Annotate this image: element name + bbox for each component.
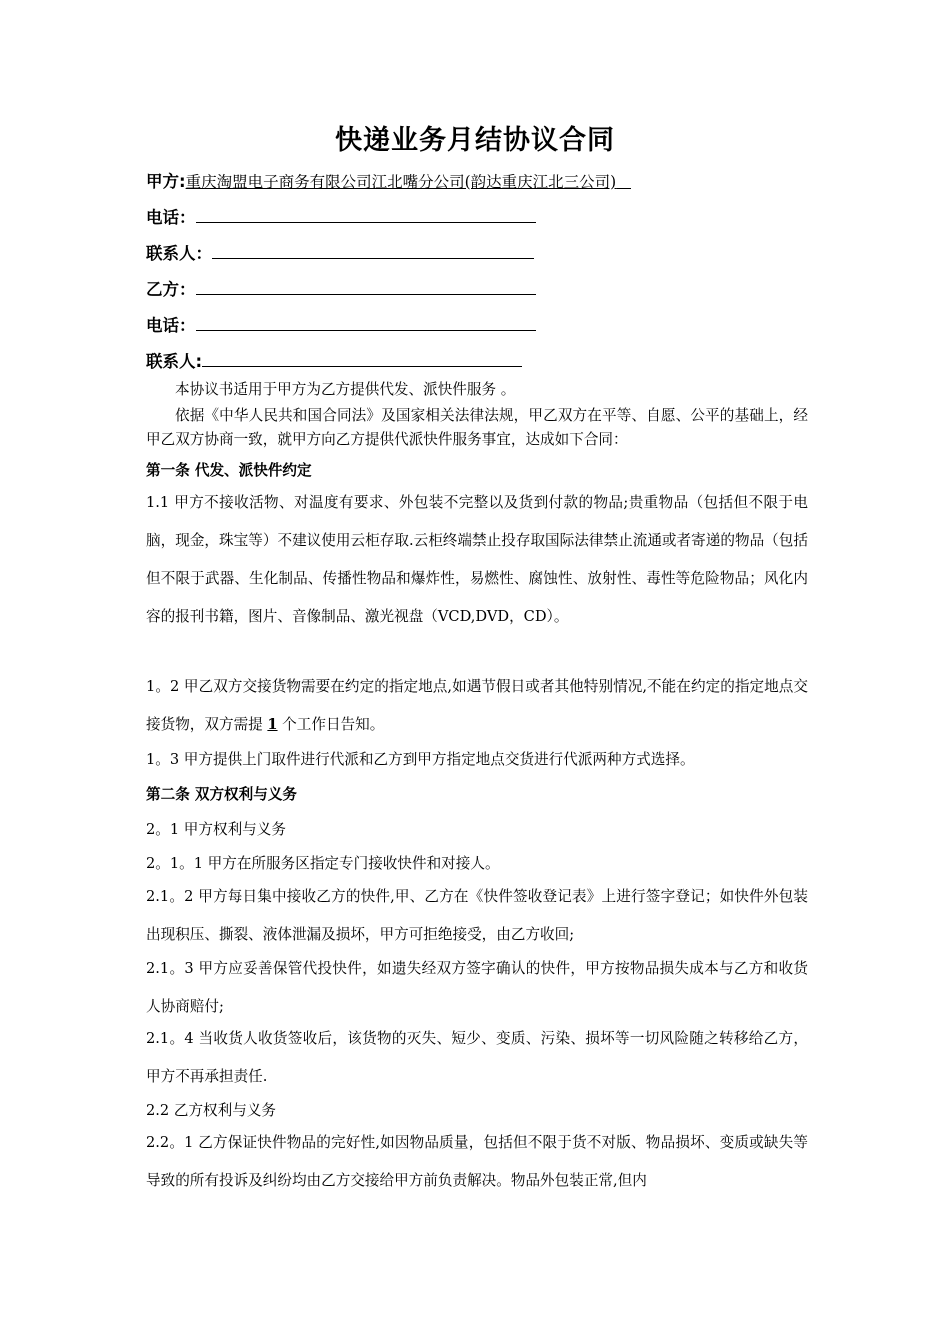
party-b-phone-blank [196, 314, 536, 331]
party-b-phone-label: 电话： [146, 316, 196, 335]
party-b-phone-line [146, 312, 536, 336]
article-2-heading: 第二条 双方权利与义务 [146, 786, 298, 803]
clause-1-2-days: 1 [267, 716, 278, 733]
section-2-2: 2.2 乙方权利与义务 [146, 1102, 277, 1119]
party-b-contact-label: 联系人: [146, 352, 203, 371]
clause-2-1-3: 2.1。3 甲方应妥善保管代投快件，如遗失经双方签字确认的快件，甲方按物品损失成本与乙方和收货人协商赔付; [146, 960, 808, 1015]
clause-1-2-text-b: 个工作日告知。 [277, 716, 385, 733]
party-a-phone-label: 电话： [146, 208, 196, 227]
clause-1-1: 1.1 甲方不接收活物、对温度有要求、外包装不完整以及货到付款的物品;贵重物品（包括但不限于电脑，现金，珠宝等）不建议使用云柜存取.云柜终端禁止投存取国际法律禁止流通或者寄递的物品（包括但不限于武器、生化制品、传播性物品和爆炸性，易燃性、腐蚀性、放射性、毒性等危险物品；风化内容的报刊书籍，图片、音像制品、激光视盘（VCD,DVD，CD）。 [146, 494, 808, 625]
clause-2-1-1: 2。1。1 甲方在所服务区指定专门接收快件和对接人。 [146, 855, 500, 872]
intro-paragraph-2: 依据《中华人民共和国合同法》及国家相关法律法规，甲乙双方在平等、自愿、公平的基础上，经甲乙双方协商一致，就甲方向乙方提供代派快件服务事宜，达成如下合同： [146, 407, 808, 448]
party-a-phone-line [146, 204, 536, 228]
party-a-phone-blank [196, 206, 536, 223]
party-b-label: 乙方： [146, 280, 196, 299]
party-a-contact-line [146, 240, 534, 264]
clause-1-3: 1。3 甲方提供上门取件进行代派和乙方到甲方指定地点交货进行代派两种方式选择。 [146, 751, 695, 768]
clause-1-2 [146, 668, 808, 744]
party-b-contact-line [146, 348, 522, 372]
party-a-value: 重庆淘盟电子商务有限公司江北嘴分公司(韵达重庆江北三公司) [185, 173, 617, 191]
intro-paragraph-1: 本协议书适用于甲方为乙方提供代发、派快件服务 。 [175, 381, 516, 398]
clause-1-2-text-a: 1。2 甲乙双方交接货物需要在约定的指定地点,如遇节假日或者其他特别情况,不能在约定的指定地点交接货物，双方需提 [146, 678, 808, 733]
article-1-heading: 第一条 代发、派快件约定 [146, 462, 312, 479]
party-a-contact-blank [212, 242, 534, 259]
party-b-contact-blank [202, 350, 522, 367]
party-a-line [146, 168, 631, 192]
party-a-contact-label: 联系人： [146, 244, 212, 263]
clause-2-1-4: 2.1。4 当收货人收货签收后，该货物的灭失、短少、变质、污染、损坏等一切风险随之转移给乙方，甲方不再承担责任. [146, 1030, 808, 1085]
party-a-label: 甲方: [146, 172, 186, 191]
clause-2-1-2: 2.1。2 甲方每日集中接收乙方的快件,甲、乙方在《快件签收登记表》上进行签字登记；如快件外包装出现积压、撕裂、液体泄漏及损坏，甲方可拒绝接受，由乙方收回; [146, 888, 808, 943]
document-title: 快递业务月结协议合同 [335, 125, 615, 156]
party-b-blank [196, 278, 536, 295]
section-2-1: 2。1 甲方权利与义务 [146, 821, 286, 838]
clause-2-2-1: 2.2。1 乙方保证快件物品的完好性,如因物品质量，包括但不限于货不对版、物品损坏、变质或缺失等导致的所有投诉及纠纷均由乙方交接给甲方前负责解决。物品外包装正常,但内 [146, 1134, 808, 1189]
party-b-line [146, 276, 536, 300]
